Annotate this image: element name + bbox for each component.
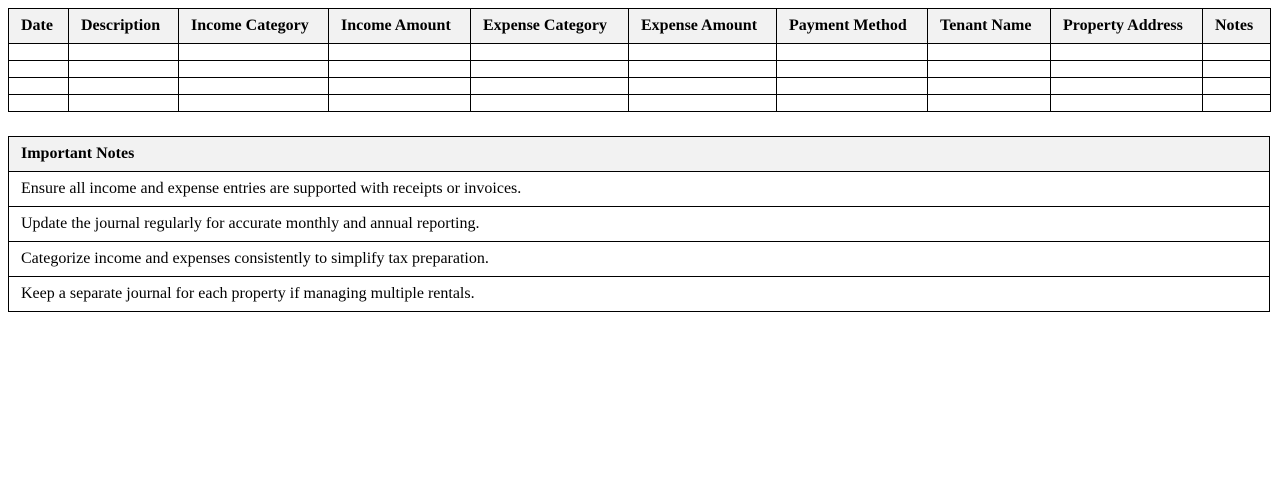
- income-amount-cell[interactable]: [329, 61, 471, 78]
- date-cell[interactable]: [9, 61, 69, 78]
- property-address-cell[interactable]: [1051, 61, 1203, 78]
- note-text: Keep a separate journal for each property if managing multiple rentals.: [9, 277, 1270, 312]
- expense-category-cell[interactable]: [471, 44, 629, 61]
- tenant-name-cell[interactable]: [928, 78, 1051, 95]
- property-address-cell[interactable]: [1051, 78, 1203, 95]
- description-cell[interactable]: [69, 95, 179, 112]
- list-item: [9, 207, 1270, 242]
- expense-category-cell[interactable]: [471, 95, 629, 112]
- expense-amount-cell[interactable]: [629, 44, 777, 61]
- income-amount-cell[interactable]: [329, 95, 471, 112]
- important-notes-table: [8, 136, 1270, 312]
- income-amount-cell[interactable]: [329, 78, 471, 95]
- expense-category-cell[interactable]: [471, 61, 629, 78]
- column-header-income-amount: Income Amount: [329, 9, 471, 44]
- date-cell[interactable]: [9, 44, 69, 61]
- income-category-cell[interactable]: [179, 61, 329, 78]
- property-address-cell[interactable]: [1051, 95, 1203, 112]
- income-category-cell[interactable]: [179, 78, 329, 95]
- table-row: [9, 61, 1271, 78]
- notes-cell[interactable]: [1203, 61, 1271, 78]
- column-header-tenant-name: Tenant Name: [928, 9, 1051, 44]
- column-header-income-category: Income Category: [179, 9, 329, 44]
- property-address-cell[interactable]: [1051, 44, 1203, 61]
- note-text: Ensure all income and expense entries are supported with receipts or invoices.: [9, 172, 1270, 207]
- date-cell[interactable]: [9, 78, 69, 95]
- list-item: [9, 242, 1270, 277]
- payment-method-cell[interactable]: [777, 78, 928, 95]
- income-amount-cell[interactable]: [329, 44, 471, 61]
- column-header-description: Description: [69, 9, 179, 44]
- notes-heading: Important Notes: [9, 137, 1270, 172]
- column-header-notes: Notes: [1203, 9, 1271, 44]
- column-header-payment-method: Payment Method: [777, 9, 928, 44]
- column-header-property-address: Property Address: [1051, 9, 1203, 44]
- note-text: Categorize income and expenses consistently to simplify tax preparation.: [9, 242, 1270, 277]
- expense-amount-cell[interactable]: [629, 61, 777, 78]
- expense-category-cell[interactable]: [471, 78, 629, 95]
- income-category-cell[interactable]: [179, 95, 329, 112]
- list-item: [9, 172, 1270, 207]
- list-item: [9, 277, 1270, 312]
- column-header-expense-amount: Expense Amount: [629, 9, 777, 44]
- expense-amount-cell[interactable]: [629, 95, 777, 112]
- column-header-expense-category: Expense Category: [471, 9, 629, 44]
- income-category-cell[interactable]: [179, 44, 329, 61]
- payment-method-cell[interactable]: [777, 44, 928, 61]
- tenant-name-cell[interactable]: [928, 44, 1051, 61]
- notes-header-row: [9, 137, 1270, 172]
- description-cell[interactable]: [69, 61, 179, 78]
- date-cell[interactable]: [9, 95, 69, 112]
- notes-cell[interactable]: [1203, 95, 1271, 112]
- notes-cell[interactable]: [1203, 44, 1271, 61]
- payment-method-cell[interactable]: [777, 61, 928, 78]
- expense-amount-cell[interactable]: [629, 78, 777, 95]
- payment-method-cell[interactable]: [777, 95, 928, 112]
- tenant-name-cell[interactable]: [928, 61, 1051, 78]
- journal-header-row: [9, 9, 1271, 44]
- column-header-date: Date: [9, 9, 69, 44]
- table-row: [9, 78, 1271, 95]
- notes-cell[interactable]: [1203, 78, 1271, 95]
- note-text: Update the journal regularly for accurate monthly and annual reporting.: [9, 207, 1270, 242]
- table-row: [9, 44, 1271, 61]
- rental-journal-table: [8, 8, 1271, 112]
- table-row: [9, 95, 1271, 112]
- tenant-name-cell[interactable]: [928, 95, 1051, 112]
- description-cell[interactable]: [69, 44, 179, 61]
- description-cell[interactable]: [69, 78, 179, 95]
